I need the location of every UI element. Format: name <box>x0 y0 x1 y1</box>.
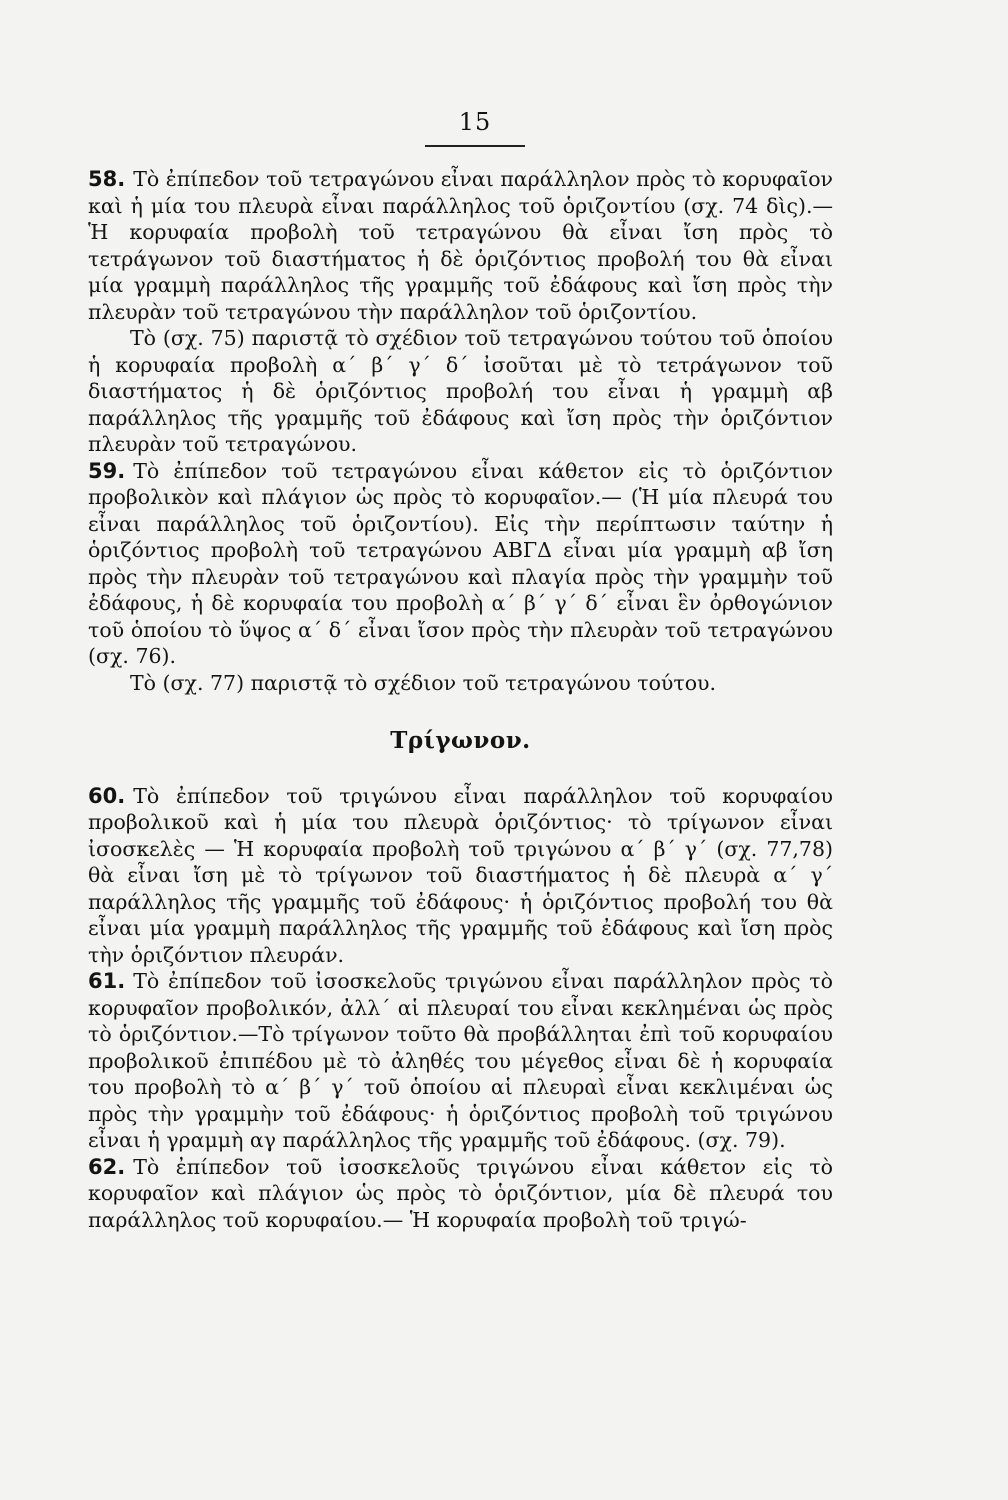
paragraph-number: 59. <box>88 458 126 483</box>
paragraph-60 <box>88 783 833 969</box>
page-number: 15 <box>458 108 492 136</box>
paragraph-58 <box>88 166 833 325</box>
paragraph-61 <box>88 968 833 1154</box>
section-heading: Τρίγωνον. <box>390 727 531 754</box>
paragraph-59-sub: Τὸ (σχ. 77) παριστᾷ τὸ σχέδιον τοῦ τετραγώνου τούτου. <box>130 670 717 695</box>
paragraph-text: Τὸ ἐπίπεδον τοῦ ἰσοσκελοῦς τριγώνου εἶναι παράλληλον πρὸς τὸ κορυφαῖον προβολικόν, ἀλλ΄ αἱ πλευραί του εἶναι κεκλημέναι ὡς πρὸς τὸ ὁριζόντιον.—Τὸ τρίγωνον τοῦτο θὰ προβάλληται ἐπὶ τοῦ κορυφαίου προβολικοῦ ἐπιπέδου μὲ τὸ ἀληθές του μέγεθος εἶναι δὲ ἡ κορυφαία του προβολὴ τὸ α΄ β΄ γ΄ τοῦ ὁποίου αἱ πλευραὶ εἶναι κεκλιμέναι ὡς πρὸς τὴν γραμμὴν τοῦ ἐδάφους· ἡ ὁριζόντιος προβολὴ τοῦ τριγώνου εἶναι ἡ γραμμὴ αγ παράλληλος τῆς γραμμῆς τοῦ ἐδάφους. (σχ. 79). <box>88 969 833 1152</box>
paragraph-number: 61. <box>88 969 126 993</box>
paragraph-text: Τὸ ἐπίπεδον τοῦ τετραγώνου εἶναι κάθετον εἰς τὸ ὁριζόντιον προβολικὸν καὶ πλάγιον ὡς πρὸς τὸ κορυφαῖον.— (Ἡ μία πλευρά του εἶναι παράλληλος τοῦ ὁριζοντίου). Εἰς τὴν περίπτωσιν ταύτην ἡ ὁριζόντιος προβολὴ τοῦ τετραγώνου ΑΒΓΔ εἶναι μία γραμμὴ αβ ἴση πρὸς τὴν πλευρὰν τοῦ τετραγώνου καὶ πλαγία πρὸς τὴν γραμμὴν τοῦ ἐδάφους, ἡ δὲ κορυφαία του προβολὴ α΄ β΄ γ΄ δ΄ εἶναι ἓν ὀρθογώνιον τοῦ ὁποίου τὸ ὕψος α΄ δ΄ εἶναι ἴσον πρὸς τὴν πλευρὰν τοῦ τετραγώνου (σχ. 76). <box>88 458 833 668</box>
paragraph-text: Τὸ ἐπίπεδον τοῦ ἰσοσκελοῦς τριγώνου εἶναι κάθετον εἰς τὸ κορυφαῖον καὶ πλάγιον ὡς πρὸς τὸ ὁριζόντιον, μία δὲ πλευρά του παράλληλος τοῦ κορυφαίου.— Ἡ κορυφαία προβολὴ τοῦ τριγώ- <box>88 1154 833 1232</box>
paragraph-number: 58. <box>88 167 126 191</box>
paragraph-58-sub: Τὸ (σχ. 75) παριστᾷ τὸ σχέδιον τοῦ τετραγώνου τούτου τοῦ ὁποίου ἡ κορυφαία προβολὴ α΄ β΄ γ΄ δ΄ ἰσοῦται μὲ τὸ τετράγωνον τοῦ διαστήματος ἡ δὲ ὁριζόντιος προβολή του εἶναι ἡ γραμμὴ αβ παράλληλος τῆς γραμμῆς τοῦ ἐδάφους καὶ ἴση πρὸς τὴν ὁριζόντιον πλευρὰν τοῦ τετραγώνου. <box>88 326 833 456</box>
paragraph-62 <box>88 1154 833 1234</box>
paragraph-text: Τὸ ἐπίπεδον τοῦ τετραγώνου εἶναι παράλληλον πρὸς τὸ κορυφαῖον καὶ ἡ μία του πλευρὰ εἶναι παράλληλος τοῦ ὁριζοντίου (σχ. 74 δὶς).— Ἡ κορυφαία προβολὴ τοῦ τετραγώνου θὰ εἶναι ἴση πρὸς τὸ τετράγωνον τοῦ διαστήματος ἡ δὲ ὁριζόντιος προβολή του θὰ εἶναι μία γραμμὴ παράλληλος τῆς γραμμῆς τοῦ ἐδάφους καὶ ἴση πρὸς τὴν πλευρὰν τοῦ τετραγώνου τὴν παράλληλον τοῦ ὁριζοντίου. <box>88 167 833 324</box>
paragraph-number: 60. <box>88 783 126 808</box>
page-number-rule <box>425 145 525 147</box>
paragraph-number: 62. <box>88 1154 126 1179</box>
paragraph-text: Τὸ ἐπίπεδον τοῦ τριγώνου εἶναι παράλληλον τοῦ κορυφαίου προβολικοῦ καὶ ἡ μία του πλευρὰ ὁριζόντιος· τὸ τρίγωνον εἶναι ἰσοσκελὲς — Ἡ κορυφαία προβολὴ τοῦ τριγώνου α΄ β΄ γ΄ (σχ. 77,78) θὰ εἶναι ἴση μὲ τὸ τρίγωνον τοῦ διαστήματος ἡ δὲ πλευρὰ α΄ γ΄ παράλληλος τῆς γραμμῆς τοῦ ἐδάφους· ἡ ὁριζόντιος προβολή του θὰ εἶναι μία γραμμὴ παράλληλος τῆς γραμμῆς τοῦ ἐδάφους καὶ ἴση πρὸς τὴν ὁριζόντιον πλευράν. <box>88 783 833 967</box>
paragraph-59 <box>88 458 833 670</box>
page-body <box>88 166 833 1233</box>
